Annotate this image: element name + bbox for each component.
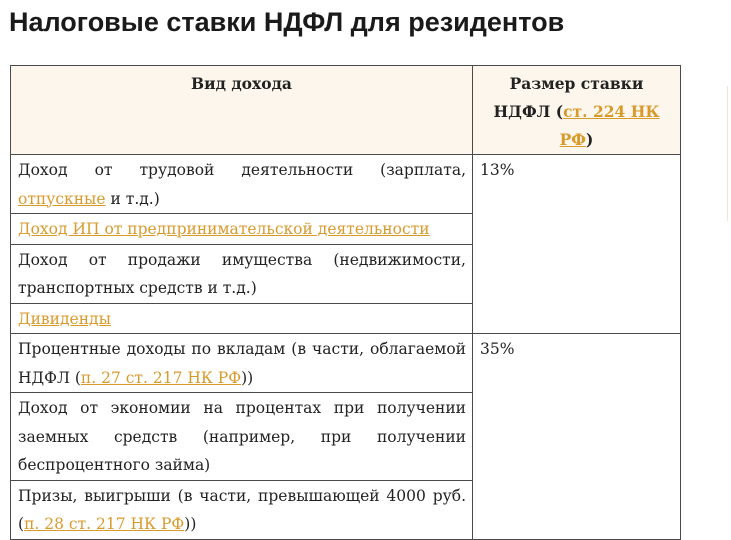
- dividends-link[interactable]: Дивиденды: [18, 309, 111, 328]
- income-cell: [11, 480, 473, 539]
- income-text: Доход от продажи имущества (недвижимости, транспортных средств и т.д.): [18, 250, 466, 297]
- page-title: Налоговые ставки НДФЛ для резидентов: [9, 7, 565, 37]
- header-rate-prefix: Размер ставки НДФЛ (: [493, 74, 644, 121]
- rate-cell-35: 35%: [473, 334, 681, 540]
- rate-cell-13: 13%: [473, 155, 681, 334]
- income-cell: [11, 214, 473, 245]
- income-cell: [11, 303, 473, 334]
- tax-rates-table: [10, 65, 681, 540]
- income-cell: [11, 244, 473, 303]
- table-row: [11, 334, 681, 393]
- header-income-type: Вид дохода: [11, 66, 473, 155]
- table-header-row: [11, 66, 681, 155]
- income-text: Доход от трудовой деятельности (зарплата,: [18, 161, 466, 179]
- income-text: Призы, выигрыши (в части, превышающей 4000 руб. (: [18, 486, 466, 533]
- income-cell: [11, 393, 473, 481]
- ip-business-income-link[interactable]: Доход ИП от предпринимательской деятельности: [18, 220, 430, 238]
- income-text-after: )): [241, 368, 254, 387]
- table-row: [11, 155, 681, 214]
- article-224-link[interactable]: ст. 224 НК РФ: [559, 102, 660, 149]
- income-text-after: и т.д.): [105, 189, 160, 208]
- header-rate-suffix: ): [586, 130, 594, 149]
- clause-28-link[interactable]: п. 28 ст. 217 НК РФ: [24, 515, 185, 533]
- income-cell: [11, 155, 473, 214]
- vacation-pay-link[interactable]: отпускные: [18, 189, 106, 208]
- clause-27-link[interactable]: п. 27 ст. 217 НК РФ: [80, 368, 242, 387]
- side-divider: [727, 86, 728, 221]
- header-rate: [473, 66, 681, 155]
- income-text-after: )): [184, 515, 197, 533]
- income-text: Доход от экономии на процентах при получении заемных средств (например, при получении беспроцентного займа): [18, 399, 466, 474]
- income-cell: [11, 334, 473, 393]
- income-text: Процентные доходы по вкладам (в части, облагаемой НДФЛ (: [18, 340, 466, 387]
